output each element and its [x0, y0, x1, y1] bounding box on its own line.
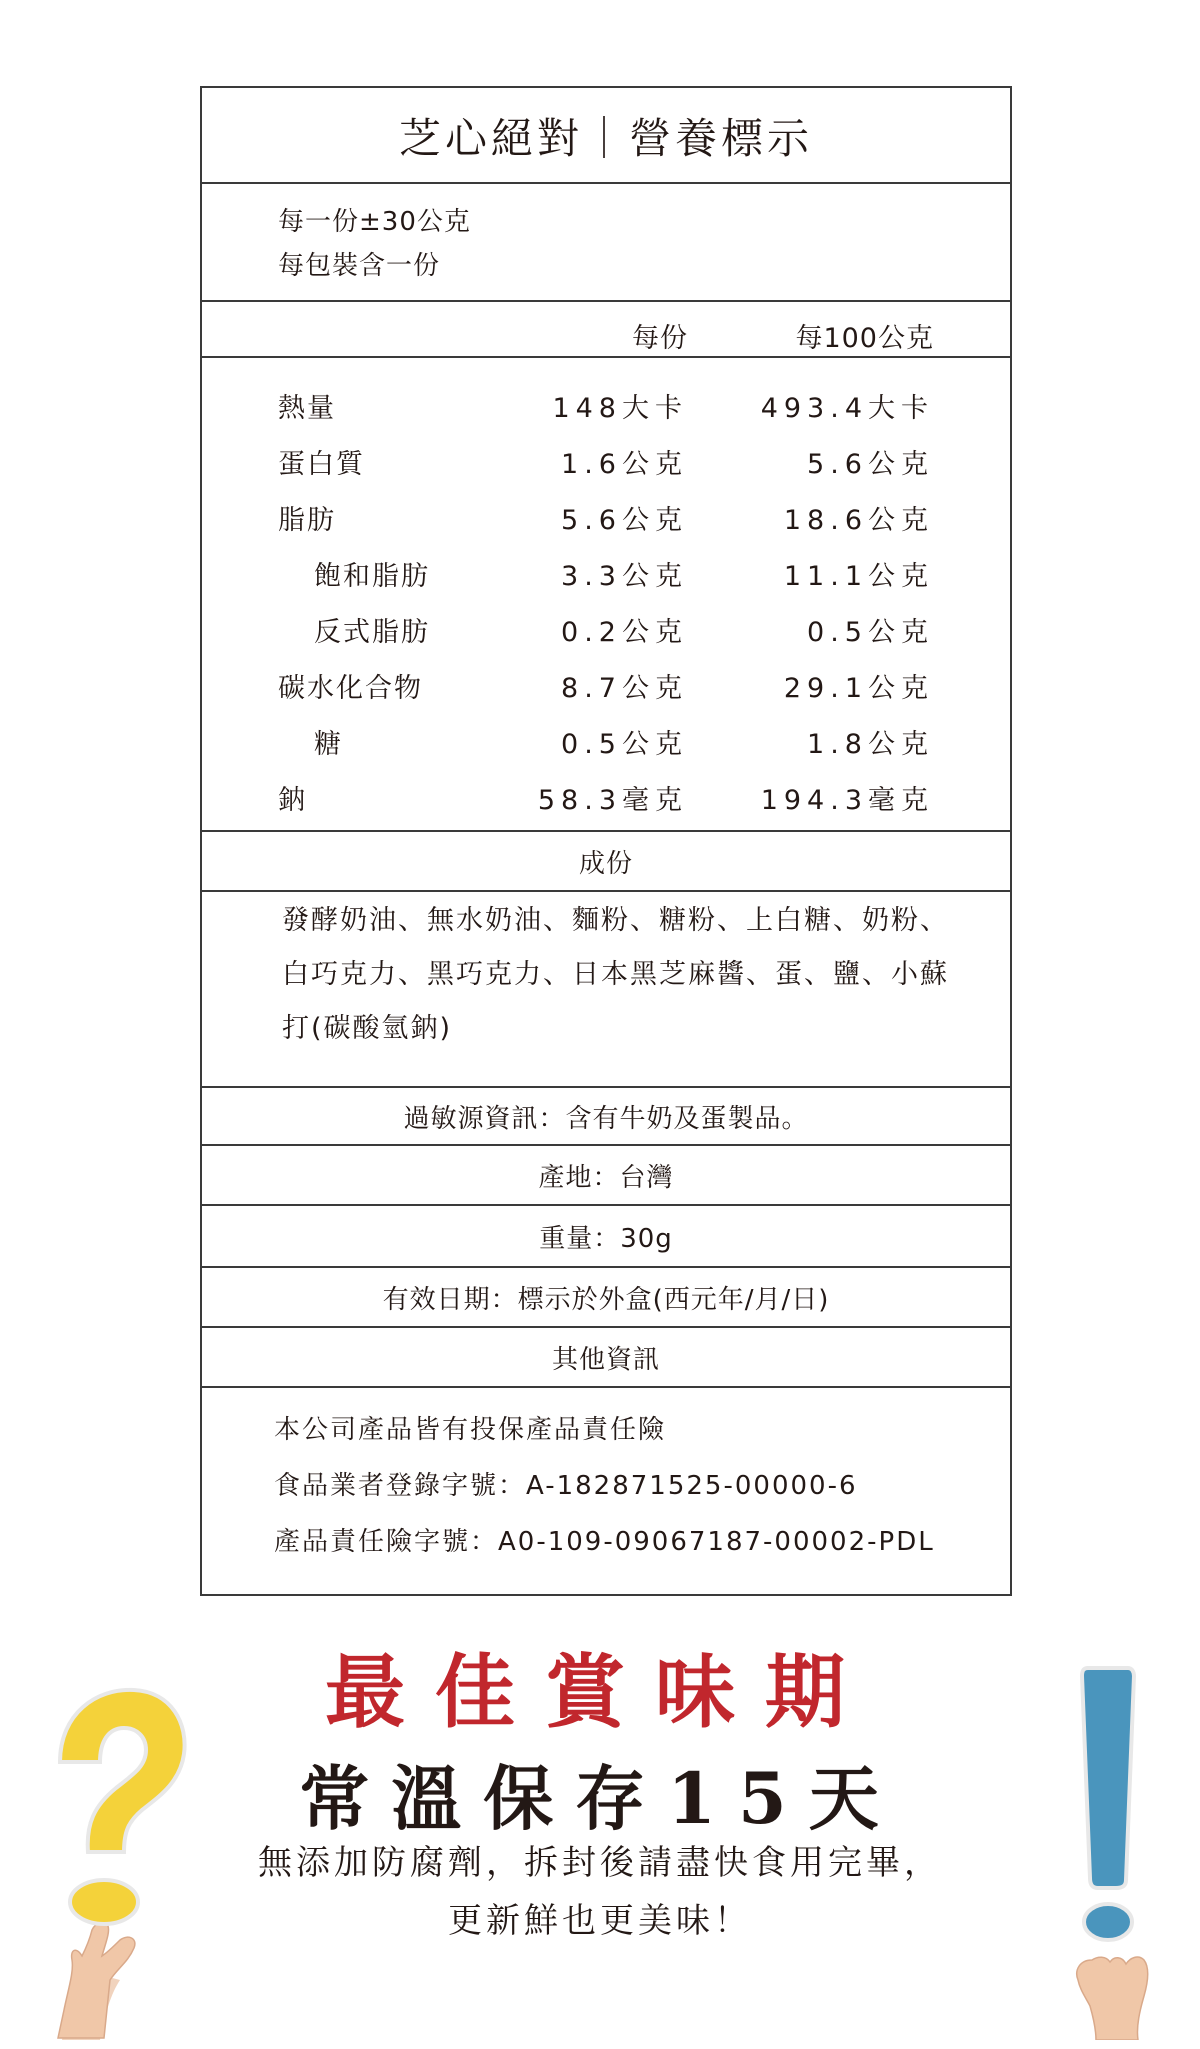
allergen-info: 過敏源資訊：含有牛奶及蛋製品。 — [403, 1103, 809, 1134]
registration-number: 食品業者登錄字號：A-182871525-00000-6 — [274, 1471, 858, 1501]
nutrient-name: 蛋白質 — [278, 449, 365, 480]
per-100g-value: 29.1公克 — [783, 673, 934, 704]
question-mark-icon — [30, 1650, 190, 2040]
nutrition-row — [202, 710, 1010, 766]
storage-line: 常溫保存15天 — [299, 1757, 901, 1840]
nutrient-name: 反式脂肪 — [314, 617, 430, 648]
weight-info: 重量：30g — [539, 1223, 673, 1254]
per-100g-value: 0.5公克 — [807, 617, 934, 648]
nutrient-name: 碳水化合物 — [278, 673, 423, 704]
per-serving-value: 0.5公克 — [561, 729, 688, 760]
per-serving-value: 5.6公克 — [561, 505, 688, 536]
divider — [202, 182, 1010, 184]
ingredients-text: 發酵奶油、無水奶油、麵粉、糖粉、上白糖、奶粉、白巧克力、黑巧克力、日本黑芝麻醬、蛋、鹽、小蘇打(碳酸氫鈉) — [282, 905, 949, 1044]
per-serving-value: 1.6公克 — [561, 449, 688, 480]
nutrition-row — [202, 766, 1010, 822]
nutrition-row — [202, 654, 1010, 710]
origin-info: 產地：台灣 — [538, 1162, 674, 1193]
ingredients-header: 成份 — [578, 848, 633, 879]
nutrition-row — [202, 430, 1010, 486]
servings-per-pack: 每包裝含一份 — [278, 251, 441, 281]
per-100g-value: 493.4大卡 — [760, 393, 934, 424]
per-100g-value: 194.3毫克 — [760, 785, 934, 816]
label-title: 芝心絕對｜營養標示 — [398, 114, 813, 163]
insurance-number: 產品責任險字號：A0-109-09067187-00002-PDL — [274, 1527, 935, 1557]
nutrition-row — [202, 486, 1010, 542]
nutrition-row — [202, 374, 1010, 430]
note-line-1: 無添加防腐劑，拆封後請盡快食用完畢， — [258, 1843, 942, 1883]
per-100g-value: 1.8公克 — [807, 729, 934, 760]
divider — [202, 356, 1010, 358]
divider — [202, 890, 1010, 892]
nutrient-name: 熱量 — [278, 393, 336, 424]
expiry-info: 有效日期：標示於外盒(西元年/月/日) — [382, 1284, 830, 1315]
nutrient-name: 飽和脂肪 — [314, 561, 430, 592]
nutrition-row — [202, 598, 1010, 654]
col-header-per-100g: 每100公克 — [795, 323, 934, 354]
divider — [202, 1386, 1010, 1388]
nutrient-name: 糖 — [314, 729, 343, 760]
per-serving-value: 0.2公克 — [561, 617, 688, 648]
nutrition-row — [202, 542, 1010, 598]
other-info — [274, 1402, 935, 1570]
exclamation-mark-icon — [1040, 1660, 1180, 2040]
per-100g-value: 11.1公克 — [783, 561, 934, 592]
per-100g-value: 5.6公克 — [807, 449, 934, 480]
per-serving-value: 3.3公克 — [561, 561, 688, 592]
per-100g-value: 18.6公克 — [783, 505, 934, 536]
per-serving-value: 148大卡 — [552, 393, 688, 424]
nutrient-name: 鈉 — [278, 785, 307, 816]
divider — [202, 300, 1010, 302]
insurance-statement: 本公司產品皆有投保產品責任險 — [274, 1415, 667, 1445]
best-before-title: 最佳賞味期 — [325, 1645, 875, 1739]
note-line-2: 更新鮮也更美味！ — [448, 1901, 752, 1941]
serving-size: 每一份±30公克 — [278, 207, 471, 237]
serving-info — [278, 200, 471, 288]
nutrient-name: 脂肪 — [278, 505, 336, 536]
per-serving-value: 58.3毫克 — [537, 785, 688, 816]
per-serving-value: 8.7公克 — [561, 673, 688, 704]
other-info-header: 其他資訊 — [551, 1344, 660, 1375]
col-header-per-serving: 每份 — [632, 323, 688, 354]
nutrition-label — [200, 86, 1012, 1596]
